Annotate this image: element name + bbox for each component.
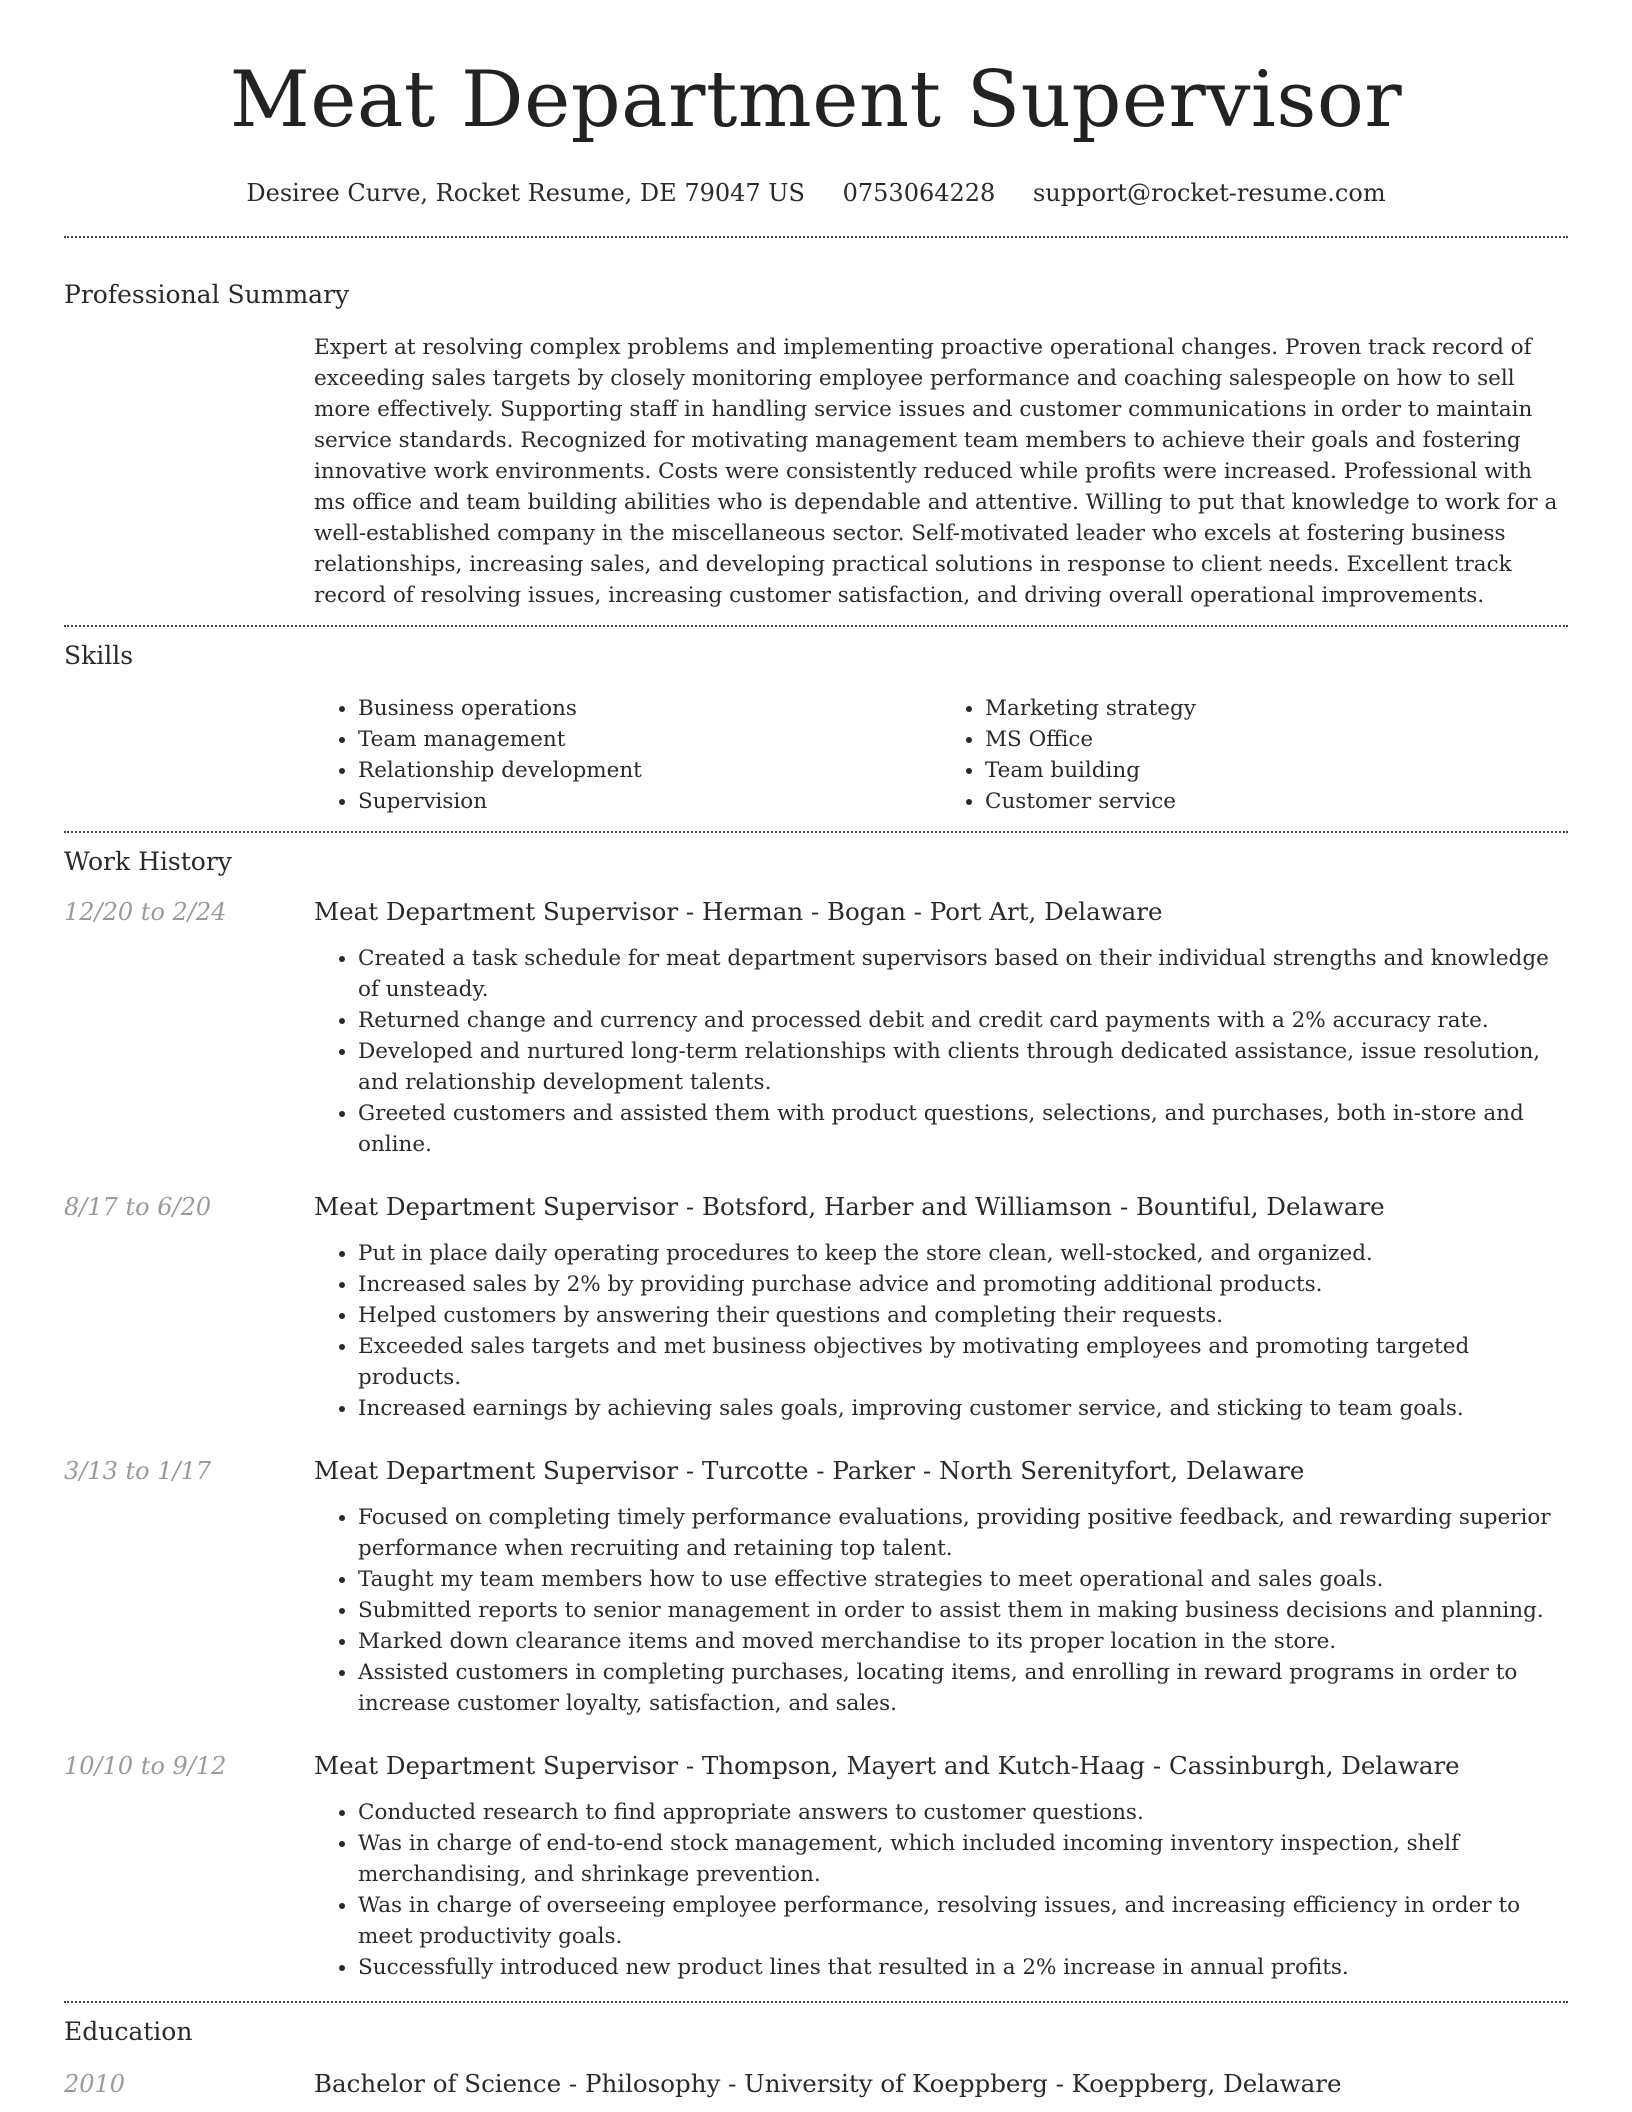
job-entry: [64, 1190, 1568, 1424]
job-title: Meat Department Supervisor - Botsford, Harber and Williamson - Bountiful, Delaware: [314, 1192, 1385, 1221]
job-dates: 3/13 to 1/17: [64, 1457, 212, 1485]
job-bullet: • Submitted reports to senior management in order to assist them in making business decisions and planning.: [358, 1595, 1568, 1626]
job-bullet: • Was in charge of overseeing employee performance, resolving issues, and increasing efficiency in order to meet productivity goals.: [358, 1890, 1568, 1952]
job-title: Meat Department Supervisor - Turcotte - Parker - North Serenityfort, Delaware: [314, 1456, 1305, 1485]
job-header: [64, 1749, 1568, 1783]
job-bullet: • Increased earnings by achieving sales goals, improving customer service, and sticking to team goals.: [358, 1393, 1568, 1424]
job-bullets: [314, 943, 1568, 1160]
skills-heading: Skills: [64, 641, 134, 670]
job-header: [64, 1190, 1568, 1224]
skill-item: • Team building: [985, 755, 1568, 786]
skills-list: [314, 693, 1568, 817]
skill-item: • Business operations: [358, 693, 941, 724]
job-bullets: [314, 1797, 1568, 1983]
job-title: Meat Department Supervisor - Herman - Bogan - Port Art, Delaware: [314, 897, 1163, 926]
job-bullet: • Focused on completing timely performance evaluations, providing positive feedback, and rewarding superior performance when recruiting and retaining top talent.: [358, 1502, 1568, 1564]
job-entry: [64, 895, 1568, 1160]
education-degree: Bachelor of Science - Philosophy - University of Koeppberg - Koeppberg, Delaware: [314, 2069, 1342, 2098]
job-bullet: • Put in place daily operating procedures to keep the store clean, well-stocked, and organized.: [358, 1238, 1568, 1269]
job-bullets: [314, 1502, 1568, 1719]
resume-title: Meat Department Supervisor: [229, 55, 1403, 145]
job-bullet: • Marked down clearance items and moved merchandise to its proper location in the store.: [358, 1626, 1568, 1657]
job-header: [64, 1454, 1568, 1488]
divider: [64, 236, 1568, 238]
divider: [64, 625, 1568, 627]
job-bullet: • Taught my team members how to use effective strategies to meet operational and sales goals.: [358, 1564, 1568, 1595]
job-bullet: • Successfully introduced new product lines that resulted in a 2% increase in annual profits.: [358, 1952, 1568, 1983]
skill-item: • Supervision: [358, 786, 941, 817]
job-entry: [64, 1454, 1568, 1719]
job-title: Meat Department Supervisor - Thompson, Mayert and Kutch-Haag - Cassinburgh, Delaware: [314, 1751, 1460, 1780]
resume-page: [64, 0, 1568, 2101]
contact-email: support@rocket-resume.com: [1032, 179, 1386, 207]
contact-phone: 0753064228: [842, 179, 996, 207]
job-bullets: [314, 1238, 1568, 1424]
job-bullet: • Greeted customers and assisted them with product questions, selections, and purchases, both in-store and online.: [358, 1098, 1568, 1160]
education-heading: Education: [64, 2017, 193, 2046]
job-dates: 10/10 to 9/12: [64, 1752, 227, 1780]
job-bullet: • Helped customers by answering their questions and completing their requests.: [358, 1300, 1568, 1331]
job-bullet: • Increased sales by 2% by providing purchase advice and promoting additional products.: [358, 1269, 1568, 1300]
job-bullet: • Exceeded sales targets and met business objectives by motivating employees and promoting targeted products.: [358, 1331, 1568, 1393]
skills-column-left: [314, 693, 941, 817]
job-entry: [64, 1749, 1568, 1983]
education-year: 2010: [64, 2070, 126, 2098]
skill-item: • Relationship development: [358, 755, 941, 786]
skills-column-right: [941, 693, 1568, 817]
job-bullet: • Assisted customers in completing purchases, locating items, and enrolling in reward programs in order to increase customer loyalty, satisfaction, and sales.: [358, 1657, 1568, 1719]
contact-address: Desiree Curve, Rocket Resume, DE 79047 US: [246, 179, 805, 207]
divider: [64, 831, 1568, 833]
skill-item: • Customer service: [985, 786, 1568, 817]
skill-item: • Marketing strategy: [985, 693, 1568, 724]
job-dates: 8/17 to 6/20: [64, 1193, 212, 1221]
job-bullet: • Returned change and currency and processed debit and credit card payments with a 2% accuracy rate.: [358, 1005, 1568, 1036]
job-header: [64, 895, 1568, 929]
summary-heading: Professional Summary: [64, 280, 350, 309]
skill-item: • MS Office: [985, 724, 1568, 755]
contact-line: [64, 176, 1568, 210]
skill-item: • Team management: [358, 724, 941, 755]
job-bullet: • Created a task schedule for meat department supervisors based on their individual strengths and knowledge of unsteady.: [358, 943, 1568, 1005]
work-heading: Work History: [64, 847, 232, 876]
divider: [64, 2001, 1568, 2003]
job-bullet: • Was in charge of end-to-end stock management, which included incoming inventory inspection, shelf merchandising, and shrinkage prevention.: [358, 1828, 1568, 1890]
summary-text: Expert at resolving complex problems and implementing proactive operational changes. Proven track record of exceeding sales targets by closely monitoring employee performance and coaching salespeople on how to sell more effectively. Supporting staff in handling service issues and customer communications in order to maintain service standards. Recognized for motivating management team members to achieve their goals and fostering innovative work environments. Costs were consistently reduced while profits were increased. Professional with ms office and team building abilities who is dependable and attentive. Willing to put that knowledge to work for a well-established company in the miscellaneous sector. Self-motivated leader who excels at fostering business relationships, increasing sales, and developing practical solutions in response to client needs. Excellent track record of resolving issues, increasing customer satisfaction, and driving overall operational improvements.: [314, 335, 1558, 608]
job-dates: 12/20 to 2/24: [64, 898, 227, 926]
job-bullet: • Developed and nurtured long-term relationships with clients through dedicated assistance, issue resolution, and relationship development talents.: [358, 1036, 1568, 1098]
job-bullet: • Conducted research to find appropriate answers to customer questions.: [358, 1797, 1568, 1828]
education-entry: [64, 2067, 1568, 2101]
